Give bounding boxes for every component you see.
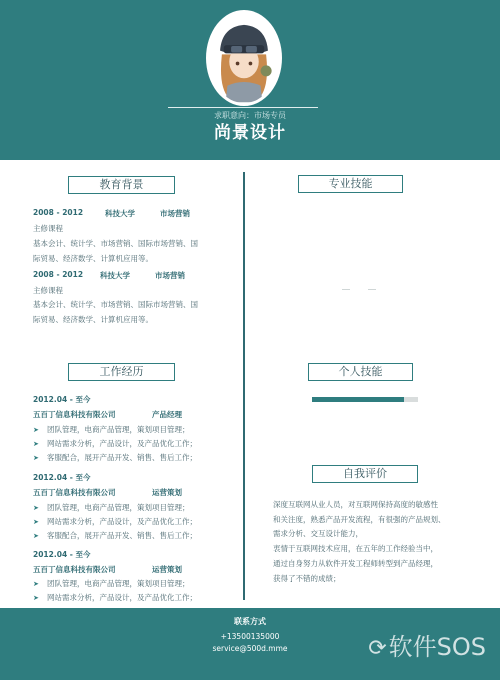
- edu-2-courses-line1: 基本会计、统计学、市场营销、国际市场营销、国: [33, 300, 198, 309]
- work-2-bullet: [33, 530, 197, 541]
- personal-skill-bar: [312, 397, 418, 402]
- self-eval-line: 衷情于互联网技术应用，在五年的工作经验当中，: [273, 544, 438, 554]
- chevron-right-icon: ➤: [33, 580, 39, 588]
- work-3-bullet: [33, 578, 190, 589]
- work-1-bullet: [33, 424, 190, 435]
- work-2-bullet: [33, 516, 197, 527]
- contact-title: 联系方式: [234, 617, 266, 626]
- edu-2-major: 市场营销: [155, 271, 185, 280]
- section-title-work: 工作经历: [68, 363, 175, 381]
- bullet-text: 团队管理，电商产品管理，策划项目管理；: [47, 503, 190, 512]
- edu-2-courses-label: 主修课程: [33, 286, 63, 295]
- work-1-bullet: [33, 452, 197, 463]
- edu-2-courses-line2: 际贸易、经济数学、计算机应用等。: [33, 315, 153, 324]
- bullet-text: 网站需求分析，产品设计，及产品优化工作；: [47, 593, 197, 602]
- work-1-bullet: [33, 438, 197, 449]
- work-2-bullet: [33, 502, 190, 513]
- edu-1-major: 市场营销: [160, 209, 190, 218]
- self-eval-line: 需求分析、交互设计能力，: [273, 529, 363, 539]
- watermark: [368, 627, 486, 662]
- work-1-company: 五百丁信息科技有限公司: [33, 410, 116, 419]
- chevron-right-icon: ➤: [33, 454, 39, 462]
- skills-placeholder-dash: [368, 289, 376, 290]
- section-title-education: 教育背景: [68, 176, 175, 194]
- candidate-name: 尚景设计: [214, 123, 286, 143]
- contact-phone: +13500135000: [220, 632, 280, 641]
- work-3-company: 五百丁信息科技有限公司: [33, 565, 116, 574]
- bullet-text: 团队管理，电商产品管理，策划项目管理；: [47, 425, 190, 434]
- self-eval-line: 通过自身努力从软件开发工程师转型到产品经理，: [273, 558, 438, 568]
- column-divider: [243, 172, 245, 600]
- chevron-right-icon: ➤: [33, 426, 39, 434]
- work-3-bullet: [33, 592, 197, 603]
- edu-1-courses-line1: 基本会计、统计学、市场营销、国际市场营销、国: [33, 239, 198, 248]
- section-title-self-eval: 自我评价: [312, 465, 418, 483]
- bullet-text: 网站需求分析，产品设计，及产品优化工作；: [47, 517, 197, 526]
- chevron-right-icon: ➤: [33, 532, 39, 540]
- job-intent: 求职意向：市场专员: [214, 111, 286, 120]
- bullet-text: 客服配合，展开产品开发、销售、售后工作；: [47, 453, 197, 462]
- chevron-right-icon: ➤: [33, 518, 39, 526]
- personal-skill-fill: [312, 397, 404, 402]
- work-2-company: 五百丁信息科技有限公司: [33, 488, 116, 497]
- work-2-role: 运营策划: [152, 488, 182, 497]
- edu-1-courses-line2: 际贸易、经济数学、计算机应用等。: [33, 254, 153, 263]
- footer-band: [0, 608, 500, 680]
- work-3-role: 运营策划: [152, 565, 182, 574]
- edu-1-period: 2008 - 2012: [33, 208, 84, 217]
- self-eval-line: 深度互联网从业人员，对互联网保持高度的敏感性: [273, 500, 438, 509]
- work-3-period: 2012.04 - 至今: [33, 550, 91, 559]
- header-rule: [168, 107, 318, 108]
- self-eval-line: 获得了不错的成绩；: [273, 573, 341, 583]
- watermark-text: 软件SOS: [388, 633, 486, 661]
- avatar: [206, 10, 282, 106]
- edu-2-period: 2008 - 2012: [33, 270, 84, 279]
- edu-1-courses-label: 主修课程: [33, 224, 63, 233]
- watermark-logo-icon: ⟳: [368, 636, 387, 661]
- avatar-illustration-icon: [209, 13, 279, 103]
- bullet-text: 客服配合，展开产品开发、销售、售后工作；: [47, 531, 197, 540]
- header-band: [0, 0, 500, 160]
- work-1-role: 产品经理: [152, 410, 182, 419]
- self-eval-text: [273, 498, 473, 586]
- bullet-text: 团队管理，电商产品管理，策划项目管理；: [47, 579, 190, 588]
- work-2-period: 2012.04 - 至今: [33, 473, 91, 482]
- skills-placeholder-dash: [342, 289, 350, 290]
- self-eval-line: 和关注度，熟悉产品开发流程，有很强的产品规划、: [273, 514, 446, 524]
- edu-1-school: 科技大学: [105, 209, 135, 218]
- work-1-period: 2012.04 - 至今: [33, 395, 91, 404]
- chevron-right-icon: ➤: [33, 504, 39, 512]
- edu-2-school: 科技大学: [100, 271, 130, 280]
- section-title-professional-skills: 专业技能: [298, 175, 403, 193]
- bullet-text: 网站需求分析，产品设计，及产品优化工作；: [47, 439, 197, 448]
- chevron-right-icon: ➤: [33, 594, 39, 602]
- chevron-right-icon: ➤: [33, 440, 39, 448]
- section-title-personal-skills: 个人技能: [308, 363, 413, 381]
- contact-email: service@500d.mme: [212, 644, 288, 653]
